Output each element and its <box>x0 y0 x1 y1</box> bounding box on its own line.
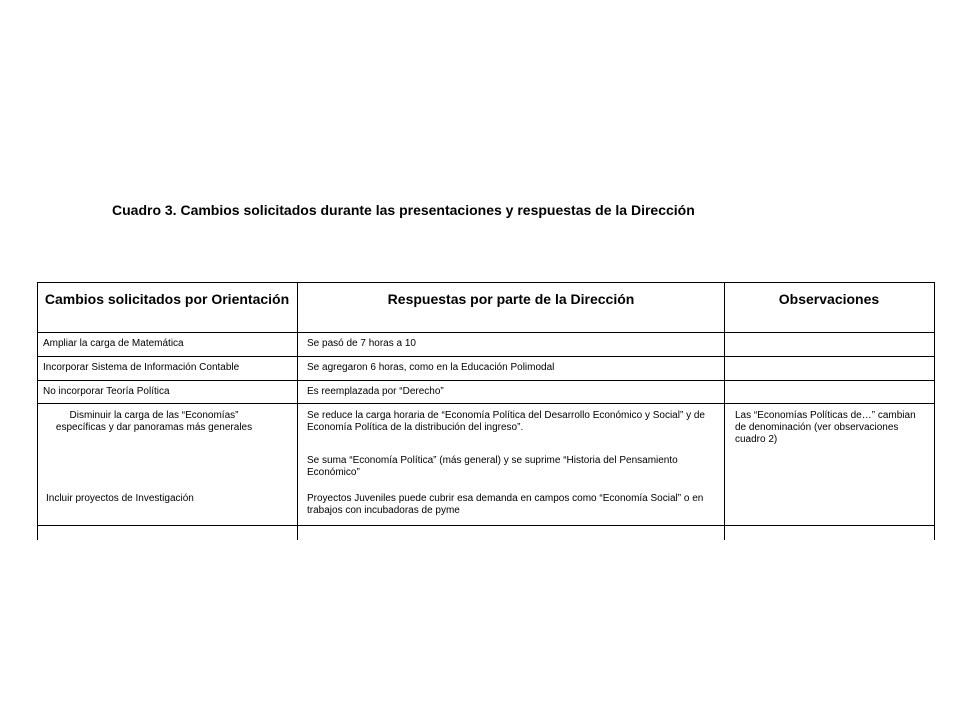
table-row-divider <box>37 380 724 381</box>
table-border-top <box>724 282 935 283</box>
table-cell-response: Es reemplazada por “Derecho” <box>307 386 444 397</box>
table-row-divider <box>724 380 935 381</box>
table-column-divider <box>297 282 298 540</box>
table-cell-request: Incorporar Sistema de Información Contable <box>43 362 240 373</box>
table-row-divider <box>724 403 935 404</box>
table-border-top <box>37 282 724 283</box>
table-cell-response: Se pasó de 7 horas a 10 <box>307 338 416 349</box>
column-header-requests: Cambios solicitados por Orientación <box>44 291 290 307</box>
table-cell-response: Se agregaron 6 horas, como en la Educación Polimodal <box>307 362 555 373</box>
table-caption: Cuadro 3. Cambios solicitados durante las presentaciones y respuestas de la Dirección <box>112 202 695 218</box>
table-cell-response: Se suma “Economía Política” (más general) y se suprime “Historia del Pensamiento Económico” <box>307 455 678 478</box>
table-cell-observation: Las “Economías Políticas de…” cambian de denominación (ver observaciones cuadro 2) <box>735 410 916 445</box>
column-header-observations: Observaciones <box>778 291 880 307</box>
table-row-divider <box>724 332 935 333</box>
table-border-left <box>37 282 38 540</box>
table-cell-request: Incluir proyectos de Investigación <box>46 493 194 504</box>
table-row-divider <box>37 525 724 526</box>
table-row-divider <box>37 332 724 333</box>
column-header-responses: Respuestas por parte de la Dirección <box>387 291 635 307</box>
table-row-divider <box>724 356 935 357</box>
table-border-right <box>934 282 935 540</box>
table-row-divider <box>37 403 724 404</box>
table-cell-request: Disminuir la carga de las “Economías” específicas y dar panoramas más generales <box>55 410 253 433</box>
table-cell-response: Proyectos Juveniles puede cubrir esa demanda en campos como “Economía Social” o en trabajos con incubadoras de pyme <box>307 493 704 516</box>
table-cell-request: Ampliar la carga de Matemática <box>43 338 184 349</box>
table-cell-response: Se reduce la carga horaria de “Economía Política del Desarrollo Económico y Social” y de Economía Política de la distribución del ingreso”. <box>307 410 705 433</box>
table-cell-request: No incorporar Teoría Política <box>43 386 170 397</box>
table-column-divider <box>724 282 725 540</box>
table-row-divider <box>37 356 724 357</box>
table-row-divider <box>724 525 935 526</box>
